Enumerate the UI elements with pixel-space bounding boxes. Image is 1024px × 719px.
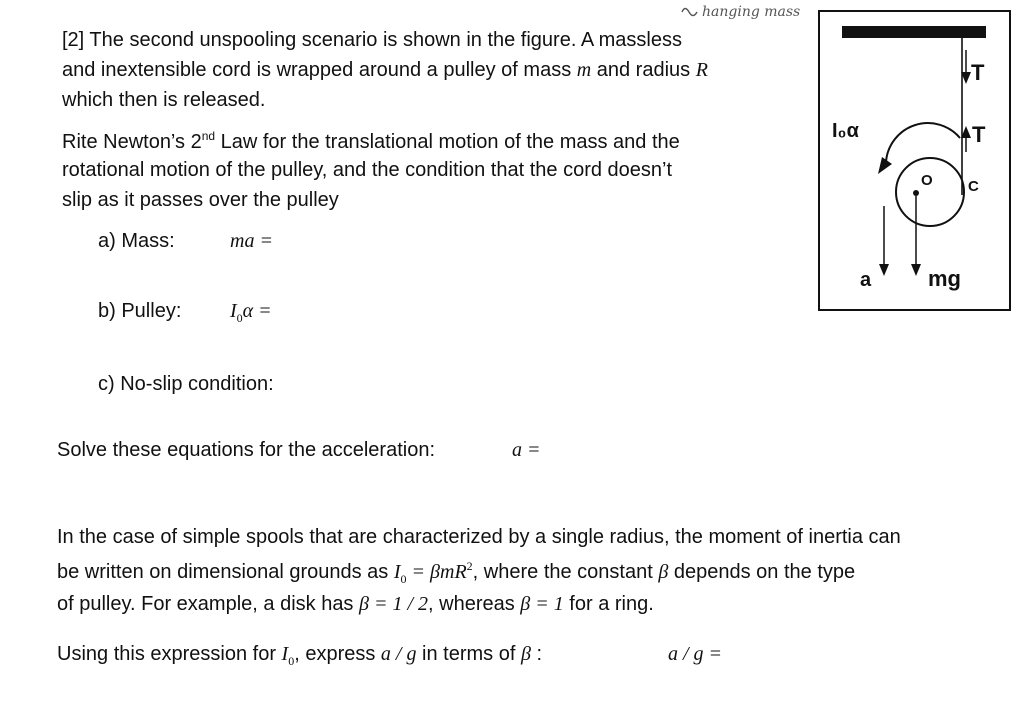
spools-line-3b: , whereas — [428, 593, 521, 615]
var-m: m — [576, 59, 592, 81]
intro-line-2 — [62, 60, 708, 80]
instructions-line-1b: Law for the translational motion of the mass and the — [215, 131, 680, 153]
intro-line-3: which then is released. — [62, 89, 266, 111]
solve-text: Solve these equations for the acceleration: — [57, 439, 436, 461]
spools-I: I — [393, 561, 401, 583]
final-text-b: , express — [294, 643, 381, 665]
final-ag: a / g — [380, 643, 417, 665]
item-b-equation — [230, 301, 272, 324]
final-I: I — [281, 643, 289, 665]
label-contact-C: C — [968, 178, 979, 195]
ring-beta-eq: β = 1 — [520, 593, 564, 615]
item-b-I: I — [230, 300, 237, 322]
final-beta: β — [520, 643, 531, 665]
solve-equation: a = — [512, 439, 541, 461]
spools-line-3 — [57, 594, 654, 614]
item-b-rest: α = — [242, 300, 272, 322]
intro-line-2b: and radius — [591, 59, 696, 81]
label-tension-right: T — [972, 122, 986, 147]
weight-arrow-head — [911, 264, 921, 276]
ceiling-bar — [842, 26, 986, 38]
final-I-subscript: 0 — [288, 654, 295, 668]
final-text-c: in terms of — [416, 643, 521, 665]
spools-line-2b: , where the constant — [472, 561, 659, 583]
label-weight: mg — [928, 266, 961, 291]
spools-line-3c: for a ring. — [563, 593, 654, 615]
spools-line-2a: be written on dimensional grounds as — [57, 561, 394, 583]
label-torque: I₀α — [832, 120, 859, 142]
handwritten-tilde — [682, 9, 697, 16]
spools-I-subscript: 0 — [400, 572, 407, 586]
spools-line-2 — [57, 560, 855, 585]
acceleration-arrow-head — [879, 264, 889, 276]
final-line — [57, 644, 542, 667]
pulley-center-dot — [913, 190, 919, 196]
superscript-nd: nd — [201, 129, 216, 143]
label-center-O: O — [921, 172, 933, 189]
label-acceleration: a — [860, 269, 872, 291]
item-c-label: c) No-slip condition: — [98, 373, 274, 395]
spools-inertia-eq: = βmR — [406, 561, 467, 583]
rotation-arrowhead — [878, 157, 892, 174]
intro-line-2a: and inextensible cord is wrapped around a pulley of mass — [62, 59, 577, 81]
pulley-disk — [896, 158, 964, 226]
var-R: R — [695, 59, 708, 81]
instructions-line-2: rotational motion of the pulley, and the condition that the cord doesn’t — [62, 159, 673, 181]
label-tension-top: T — [971, 60, 985, 85]
item-b-subscript: 0 — [236, 311, 243, 325]
final-text-d: : — [530, 643, 543, 665]
instructions-line-3: slip as it passes over the pulley — [62, 189, 339, 211]
item-a-equation: ma = — [230, 230, 273, 252]
pulley-figure — [818, 10, 1012, 312]
final-equation: a / g = — [668, 643, 723, 665]
rotation-arc — [886, 123, 960, 162]
item-b-label: b) Pulley: — [98, 300, 182, 322]
disk-beta-eq: β = 1 / 2 — [359, 593, 429, 615]
instructions-line-1 — [62, 130, 680, 152]
spools-line-1: In the case of simple spools that are characterized by a single radius, the moment of inertia can — [57, 526, 901, 548]
spools-line-2c: depends on the type — [668, 561, 856, 583]
spools-squared: 2 — [466, 559, 473, 573]
item-a-label: a) Mass: — [98, 230, 175, 252]
final-text-a: Using this expression for — [57, 643, 282, 665]
spools-line-3a: of pulley. For example, a disk has — [57, 593, 359, 615]
instructions-line-1a: Rite Newton’s 2 — [62, 131, 202, 153]
handwritten-annotation-text: hanging mass — [702, 4, 801, 20]
intro-line-1: [2] The second unspooling scenario is shown in the figure. A massless — [62, 29, 682, 51]
spools-beta: β — [658, 561, 669, 583]
